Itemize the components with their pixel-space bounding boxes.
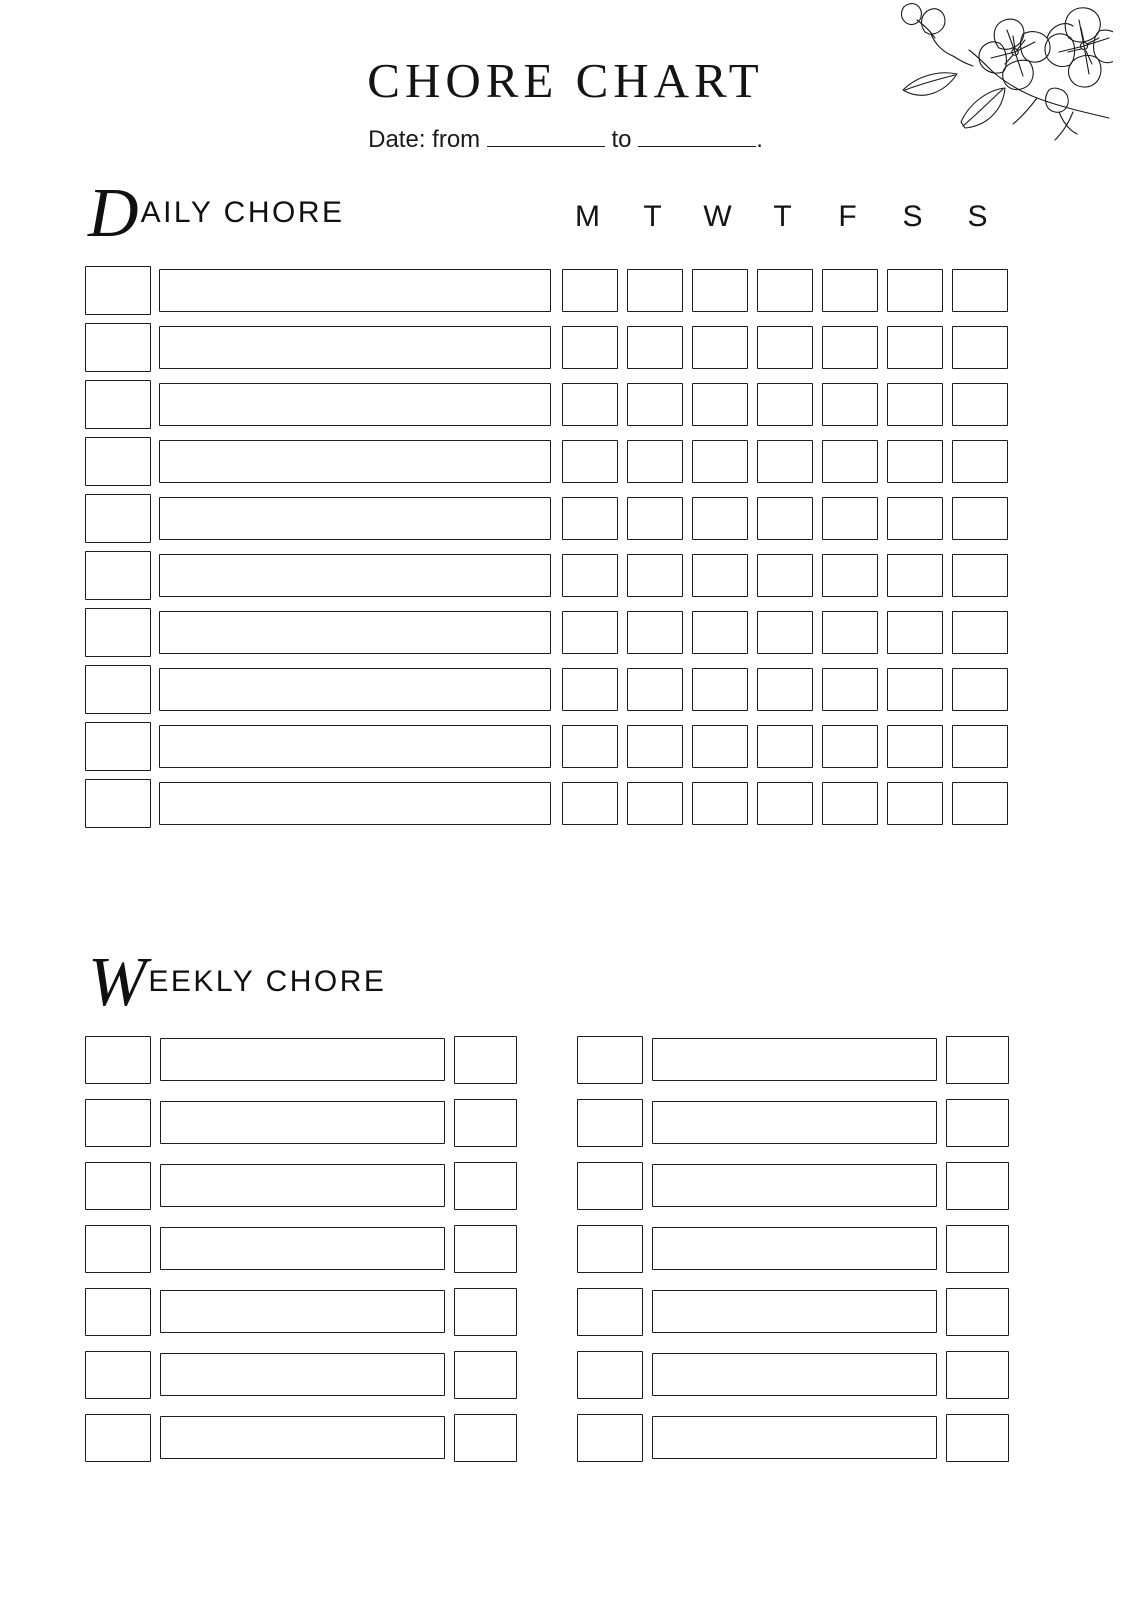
- daily-chore-checkbox[interactable]: [85, 665, 151, 714]
- daily-chore-checkbox[interactable]: [85, 266, 151, 315]
- weekly-chore-done-cell[interactable]: [454, 1288, 517, 1336]
- weekly-chore-column-right: [577, 1028, 1015, 1469]
- weekly-chore-done-cell[interactable]: [946, 1162, 1009, 1210]
- daily-chore-day-cell[interactable]: [822, 725, 878, 768]
- daily-chore-day-cells: [562, 725, 1008, 768]
- weekly-chore-done-cell[interactable]: [454, 1162, 517, 1210]
- weekly-chore-task-field[interactable]: [652, 1416, 937, 1459]
- weekly-chore-row: [85, 1280, 523, 1343]
- daily-chore-day-cell[interactable]: [887, 725, 943, 768]
- daily-heading-dropcap: D: [88, 175, 139, 252]
- date-to-field[interactable]: [638, 126, 756, 147]
- daily-chore-day-cell[interactable]: [757, 326, 813, 369]
- daily-chore-day-cell[interactable]: [692, 782, 748, 825]
- daily-chore-checkbox[interactable]: [85, 722, 151, 771]
- daily-chore-row: [85, 775, 1010, 832]
- daily-chore-day-cell[interactable]: [757, 497, 813, 540]
- daily-chore-day-cells: [562, 611, 1008, 654]
- daily-chore-day-cell[interactable]: [627, 782, 683, 825]
- daily-chore-row: [85, 433, 1010, 490]
- daily-chore-task-field[interactable]: [159, 383, 551, 426]
- daily-chore-task-field[interactable]: [159, 782, 551, 825]
- daily-chore-day-cell[interactable]: [887, 497, 943, 540]
- weekly-chore-checkbox[interactable]: [85, 1414, 151, 1462]
- weekly-chore-checkbox[interactable]: [577, 1099, 643, 1147]
- daily-chore-day-cell[interactable]: [692, 497, 748, 540]
- daily-chore-day-cell[interactable]: [952, 782, 1008, 825]
- weekly-chore-task-field[interactable]: [160, 1101, 445, 1144]
- daily-chore-row: [85, 319, 1010, 376]
- weekly-chore-checkbox[interactable]: [577, 1288, 643, 1336]
- daily-chore-day-cell[interactable]: [627, 326, 683, 369]
- daily-chore-day-cell[interactable]: [757, 440, 813, 483]
- daily-chore-task-field[interactable]: [159, 554, 551, 597]
- daily-chore-day-cell[interactable]: [952, 269, 1008, 312]
- weekly-chore-grid: [85, 1028, 1015, 1469]
- daily-chore-day-cell[interactable]: [887, 440, 943, 483]
- daily-chore-task-field[interactable]: [159, 611, 551, 654]
- weekly-chore-row: [577, 1217, 1015, 1280]
- daily-chore-checkbox[interactable]: [85, 779, 151, 828]
- weekly-chore-task-field[interactable]: [160, 1416, 445, 1459]
- weekly-chore-task-field[interactable]: [652, 1290, 937, 1333]
- daily-chore-day-cell[interactable]: [822, 440, 878, 483]
- daily-chore-day-cell[interactable]: [822, 554, 878, 597]
- daily-chore-checkbox[interactable]: [85, 608, 151, 657]
- daily-chore-row: [85, 718, 1010, 775]
- daily-chore-day-cell[interactable]: [952, 383, 1008, 426]
- daily-chore-day-cell[interactable]: [627, 668, 683, 711]
- weekly-chore-task-field[interactable]: [160, 1353, 445, 1396]
- weekly-chore-checkbox[interactable]: [577, 1351, 643, 1399]
- weekly-chore-row: [85, 1217, 523, 1280]
- daily-chore-day-cell[interactable]: [822, 497, 878, 540]
- daily-chore-day-cell[interactable]: [757, 269, 813, 312]
- weekly-chore-done-cell[interactable]: [454, 1414, 517, 1462]
- daily-chore-day-cell[interactable]: [887, 326, 943, 369]
- daily-chore-day-cells: [562, 497, 1008, 540]
- weekly-chore-row: [577, 1406, 1015, 1469]
- daily-chore-day-cell[interactable]: [562, 554, 618, 597]
- weekly-chore-done-cell[interactable]: [946, 1414, 1009, 1462]
- weekly-chore-task-field[interactable]: [652, 1227, 937, 1270]
- weekly-heading-text: EEKLY CHORE: [148, 965, 387, 998]
- date-from-label: Date: from: [368, 126, 481, 153]
- weekly-chore-done-cell[interactable]: [946, 1351, 1009, 1399]
- daily-chore-day-cell[interactable]: [757, 383, 813, 426]
- daily-chore-row: [85, 547, 1010, 604]
- daily-chore-day-cell[interactable]: [822, 668, 878, 711]
- weekly-chore-done-cell[interactable]: [946, 1288, 1009, 1336]
- daily-chore-day-cell[interactable]: [562, 725, 618, 768]
- weekly-chore-row: [85, 1343, 523, 1406]
- daily-chore-day-cell[interactable]: [887, 554, 943, 597]
- daily-chore-checkbox[interactable]: [85, 551, 151, 600]
- daily-chore-day-cell[interactable]: [692, 440, 748, 483]
- daily-chore-task-field[interactable]: [159, 725, 551, 768]
- daily-chore-day-cell[interactable]: [757, 611, 813, 654]
- weekly-chore-row: [85, 1028, 523, 1091]
- weekly-chore-checkbox[interactable]: [577, 1162, 643, 1210]
- weekly-chore-task-field[interactable]: [160, 1038, 445, 1081]
- weekly-chore-done-cell[interactable]: [454, 1099, 517, 1147]
- weekly-chore-checkbox[interactable]: [85, 1036, 151, 1084]
- daily-chore-day-cell[interactable]: [952, 611, 1008, 654]
- daily-chore-day-cell[interactable]: [887, 611, 943, 654]
- weekly-chore-row: [85, 1154, 523, 1217]
- weekly-chore-done-cell[interactable]: [946, 1225, 1009, 1273]
- weekday-label-monday: M: [575, 200, 600, 233]
- weekday-label-saturday: S: [902, 200, 923, 233]
- weekday-label-wednesday: W: [703, 200, 732, 233]
- daily-chore-day-cell[interactable]: [562, 668, 618, 711]
- weekly-chore-checkbox[interactable]: [85, 1225, 151, 1273]
- daily-chore-day-cell[interactable]: [692, 269, 748, 312]
- weekly-chore-row: [577, 1028, 1015, 1091]
- daily-chore-day-cell[interactable]: [627, 269, 683, 312]
- weekly-chore-checkbox[interactable]: [85, 1099, 151, 1147]
- weekly-chore-column-left: [85, 1028, 523, 1469]
- daily-chore-heading: [88, 175, 345, 252]
- daily-chore-day-cell[interactable]: [757, 725, 813, 768]
- daily-chore-day-cells: [562, 668, 1008, 711]
- daily-chore-day-cell[interactable]: [757, 554, 813, 597]
- weekly-chore-row: [577, 1343, 1015, 1406]
- daily-chore-checkbox[interactable]: [85, 494, 151, 543]
- weekday-label-thursday: T: [773, 200, 792, 233]
- daily-chore-day-cell[interactable]: [562, 269, 618, 312]
- weekly-chore-done-cell[interactable]: [454, 1036, 517, 1084]
- daily-chore-day-cells: [562, 269, 1008, 312]
- date-from-field[interactable]: [487, 126, 605, 147]
- daily-chore-day-cell[interactable]: [562, 326, 618, 369]
- daily-chore-day-cell[interactable]: [952, 497, 1008, 540]
- weekly-chore-heading: [88, 944, 387, 1021]
- daily-chore-day-cell[interactable]: [887, 782, 943, 825]
- daily-chore-day-cell[interactable]: [562, 383, 618, 426]
- daily-chore-row: [85, 661, 1010, 718]
- weekly-chore-done-cell[interactable]: [946, 1099, 1009, 1147]
- daily-chore-task-field[interactable]: [159, 668, 551, 711]
- daily-chore-day-cell[interactable]: [887, 668, 943, 711]
- daily-chore-row: [85, 262, 1010, 319]
- daily-chore-day-cell[interactable]: [822, 326, 878, 369]
- weekly-chore-checkbox[interactable]: [85, 1162, 151, 1210]
- daily-chore-day-cell[interactable]: [822, 269, 878, 312]
- daily-chore-day-cell[interactable]: [562, 497, 618, 540]
- daily-chore-day-cell[interactable]: [887, 269, 943, 312]
- date-to-label: to: [611, 126, 632, 153]
- daily-chore-day-cell[interactable]: [692, 611, 748, 654]
- weekly-chore-done-cell[interactable]: [454, 1351, 517, 1399]
- daily-chore-day-cell[interactable]: [822, 611, 878, 654]
- daily-chore-day-cell[interactable]: [952, 668, 1008, 711]
- weekly-chore-done-cell[interactable]: [946, 1036, 1009, 1084]
- weekly-chore-done-cell[interactable]: [454, 1225, 517, 1273]
- weekly-chore-task-field[interactable]: [652, 1038, 937, 1081]
- daily-chore-day-cell[interactable]: [627, 725, 683, 768]
- daily-chore-day-cell[interactable]: [692, 554, 748, 597]
- daily-chore-day-cell[interactable]: [757, 782, 813, 825]
- weekday-header-row: [555, 200, 1010, 234]
- daily-chore-day-cell[interactable]: [822, 782, 878, 825]
- daily-chore-day-cell[interactable]: [692, 326, 748, 369]
- weekly-chore-task-field[interactable]: [160, 1164, 445, 1207]
- daily-heading-text: AILY CHORE: [140, 196, 345, 229]
- weekly-chore-checkbox[interactable]: [577, 1036, 643, 1084]
- weekly-chore-checkbox[interactable]: [85, 1288, 151, 1336]
- daily-chore-day-cells: [562, 440, 1008, 483]
- daily-chore-day-cells: [562, 554, 1008, 597]
- daily-chore-day-cell[interactable]: [822, 383, 878, 426]
- weekly-chore-row: [85, 1406, 523, 1469]
- daily-chore-task-field[interactable]: [159, 326, 551, 369]
- date-period: .: [756, 126, 763, 153]
- daily-chore-day-cell[interactable]: [627, 440, 683, 483]
- daily-chore-day-cell[interactable]: [627, 497, 683, 540]
- weekly-chore-row: [85, 1091, 523, 1154]
- daily-chore-row: [85, 376, 1010, 433]
- daily-chore-checkbox[interactable]: [85, 323, 151, 372]
- page-title-text: CHORE CHART: [367, 53, 764, 108]
- daily-chore-row: [85, 490, 1010, 547]
- daily-chore-day-cell[interactable]: [692, 668, 748, 711]
- weekly-chore-checkbox[interactable]: [85, 1351, 151, 1399]
- daily-chore-day-cell[interactable]: [627, 611, 683, 654]
- daily-chore-day-cells: [562, 782, 1008, 825]
- weekly-chore-row: [577, 1280, 1015, 1343]
- daily-chore-checkbox[interactable]: [85, 437, 151, 486]
- weekly-chore-row: [577, 1154, 1015, 1217]
- daily-chore-day-cell[interactable]: [692, 383, 748, 426]
- cherry-blossom-icon: [873, 0, 1113, 159]
- daily-chore-task-field[interactable]: [159, 497, 551, 540]
- weekly-chore-task-field[interactable]: [160, 1290, 445, 1333]
- weekly-chore-task-field[interactable]: [652, 1353, 937, 1396]
- daily-chore-day-cell[interactable]: [692, 725, 748, 768]
- weekly-chore-checkbox[interactable]: [577, 1225, 643, 1273]
- weekly-chore-checkbox[interactable]: [577, 1414, 643, 1462]
- weekday-label-friday: F: [838, 200, 857, 233]
- weekly-chore-task-field[interactable]: [652, 1101, 937, 1144]
- daily-chore-row: [85, 604, 1010, 661]
- daily-chore-day-cell[interactable]: [627, 383, 683, 426]
- daily-chore-day-cell[interactable]: [887, 383, 943, 426]
- daily-chore-day-cells: [562, 326, 1008, 369]
- daily-chore-day-cell[interactable]: [562, 782, 618, 825]
- daily-chore-day-cell[interactable]: [562, 611, 618, 654]
- daily-chore-day-cell[interactable]: [952, 725, 1008, 768]
- daily-chore-task-field[interactable]: [159, 269, 551, 312]
- daily-chore-day-cell[interactable]: [757, 668, 813, 711]
- weekday-label-tuesday: T: [643, 200, 662, 233]
- daily-chore-day-cell[interactable]: [952, 554, 1008, 597]
- weekly-chore-task-field[interactable]: [652, 1164, 937, 1207]
- weekly-chore-task-field[interactable]: [160, 1227, 445, 1270]
- daily-chore-day-cell[interactable]: [952, 440, 1008, 483]
- daily-chore-day-cell[interactable]: [952, 326, 1008, 369]
- daily-chore-day-cell[interactable]: [627, 554, 683, 597]
- weekly-heading-dropcap: W: [88, 944, 147, 1021]
- daily-chore-checkbox[interactable]: [85, 380, 151, 429]
- weekday-label-sunday: S: [967, 200, 988, 233]
- daily-chore-day-cells: [562, 383, 1008, 426]
- daily-chore-day-cell[interactable]: [562, 440, 618, 483]
- weekly-chore-row: [577, 1091, 1015, 1154]
- daily-chore-task-field[interactable]: [159, 440, 551, 483]
- daily-chore-grid: [85, 262, 1010, 832]
